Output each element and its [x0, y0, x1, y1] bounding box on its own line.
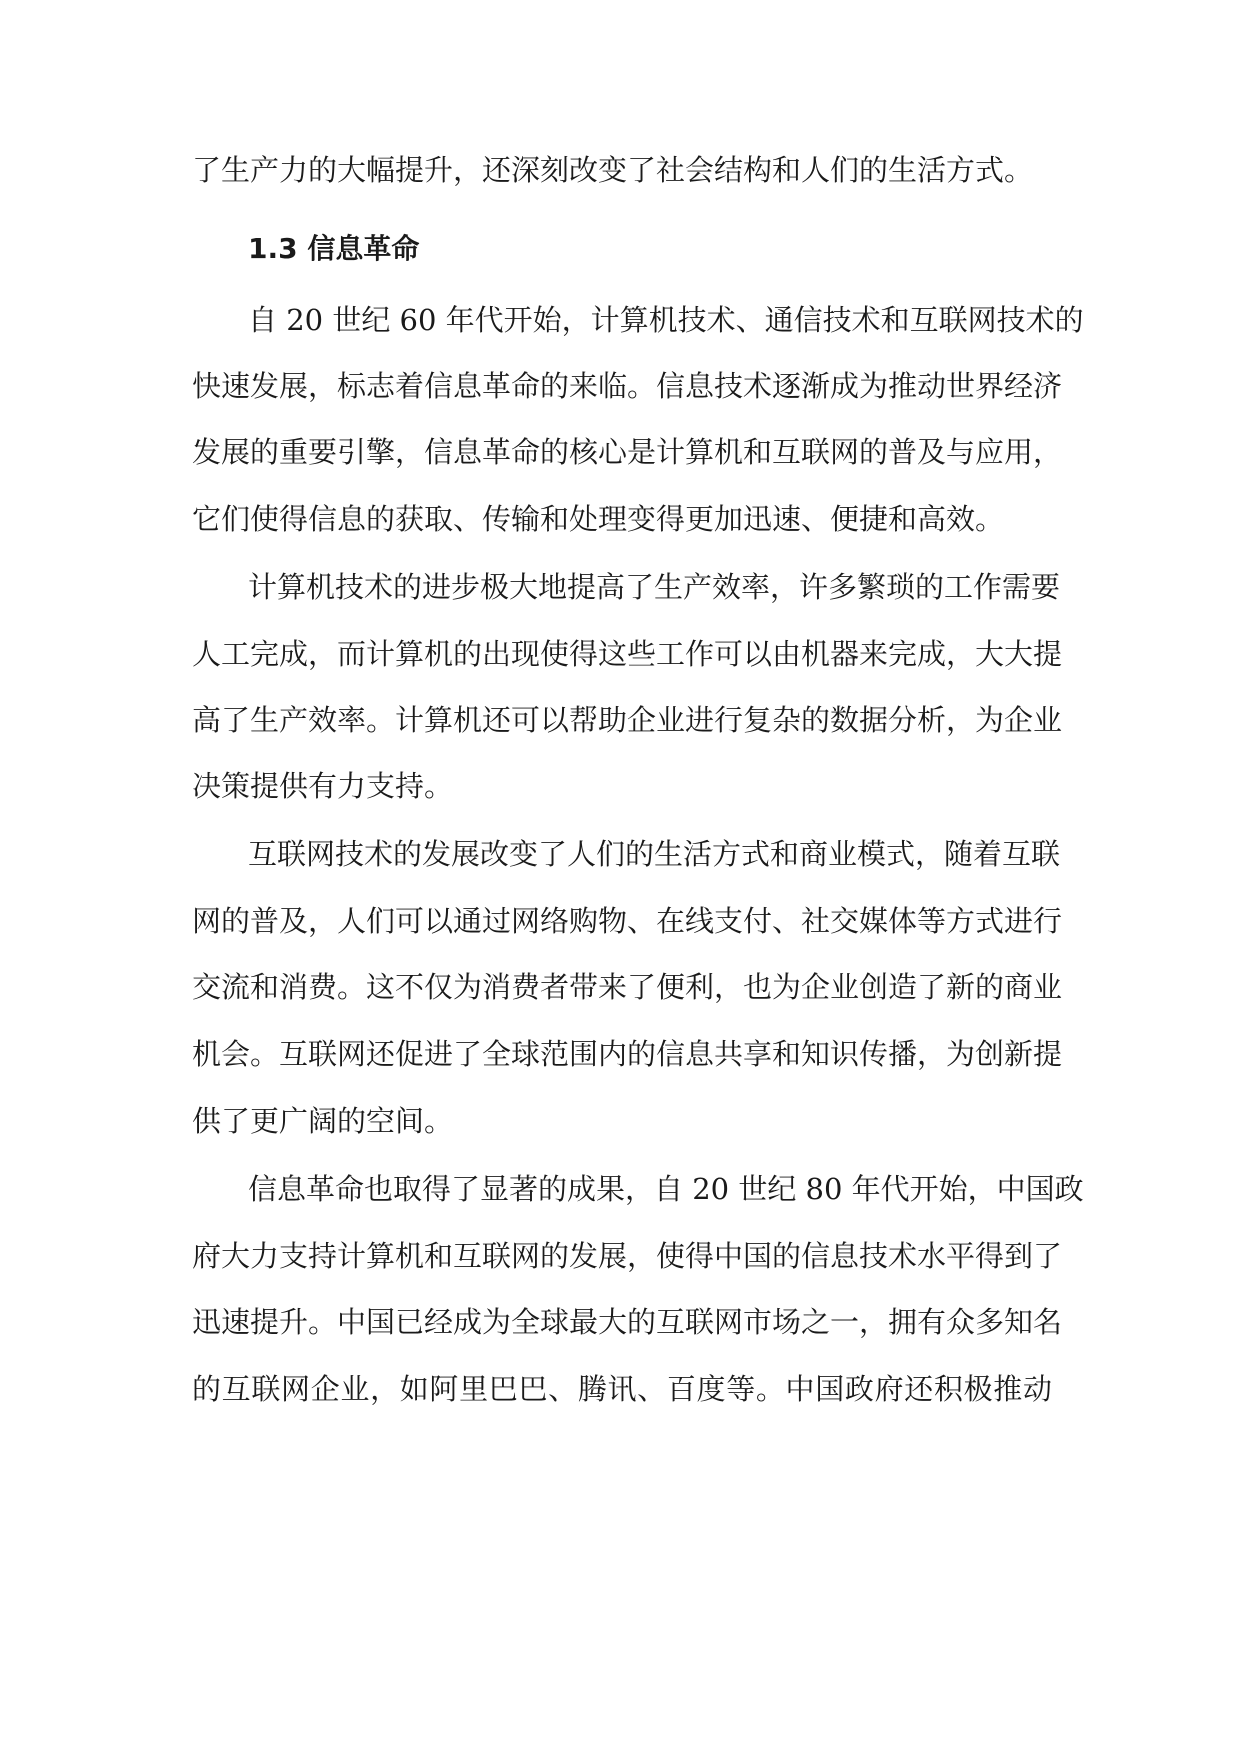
- body-text-line: 信息革命也取得了显著的成果，自 20 世纪 80 年代开始，中国政: [248, 1172, 1084, 1206]
- section-heading: 1.3 信息革命: [248, 232, 420, 265]
- body-text-line: 互联网技术的发展改变了人们的生活方式和商业模式，随着互联: [248, 837, 1061, 871]
- body-text-line: 快速发展，标志着信息革命的来临。信息技术逐渐成为推动世界经济: [192, 369, 1063, 403]
- body-text-line: 自 20 世纪 60 年代开始，计算机技术、通信技术和互联网技术的: [248, 303, 1084, 337]
- body-text-line: 供了更广阔的空间。: [192, 1104, 454, 1138]
- body-text-line: 发展的重要引擎，信息革命的核心是计算机和互联网的普及与应用，: [192, 435, 1063, 469]
- body-text-line: 它们使得信息的获取、传输和处理变得更加迅速、便捷和高效。: [192, 502, 1005, 536]
- body-text-line: 人工完成，而计算机的出现使得这些工作可以由机器来完成，大大提: [192, 637, 1063, 671]
- body-text-line: 决策提供有力支持。: [192, 769, 454, 803]
- body-text-line: 迅速提升。中国已经成为全球最大的互联网市场之一，拥有众多知名: [192, 1305, 1063, 1339]
- body-text-line: 了生产力的大幅提升，还深刻改变了社会结构和人们的生活方式。: [192, 153, 1034, 187]
- body-text-line: 高了生产效率。计算机还可以帮助企业进行复杂的数据分析，为企业: [192, 703, 1063, 737]
- body-text-line: 计算机技术的进步极大地提高了生产效率，许多繁琐的工作需要: [248, 570, 1061, 604]
- body-text-line: 的互联网企业，如阿里巴巴、腾讯、百度等。中国政府还积极推动: [192, 1372, 1052, 1406]
- body-text-line: 府大力支持计算机和互联网的发展，使得中国的信息技术水平得到了: [192, 1239, 1063, 1273]
- body-text-line: 网的普及，人们可以通过网络购物、在线支付、社交媒体等方式进行: [192, 904, 1063, 938]
- body-text-line: 交流和消费。这不仅为消费者带来了便利，也为企业创造了新的商业: [192, 970, 1063, 1004]
- body-text-line: 机会。互联网还促进了全球范围内的信息共享和知识传播，为创新提: [192, 1037, 1063, 1071]
